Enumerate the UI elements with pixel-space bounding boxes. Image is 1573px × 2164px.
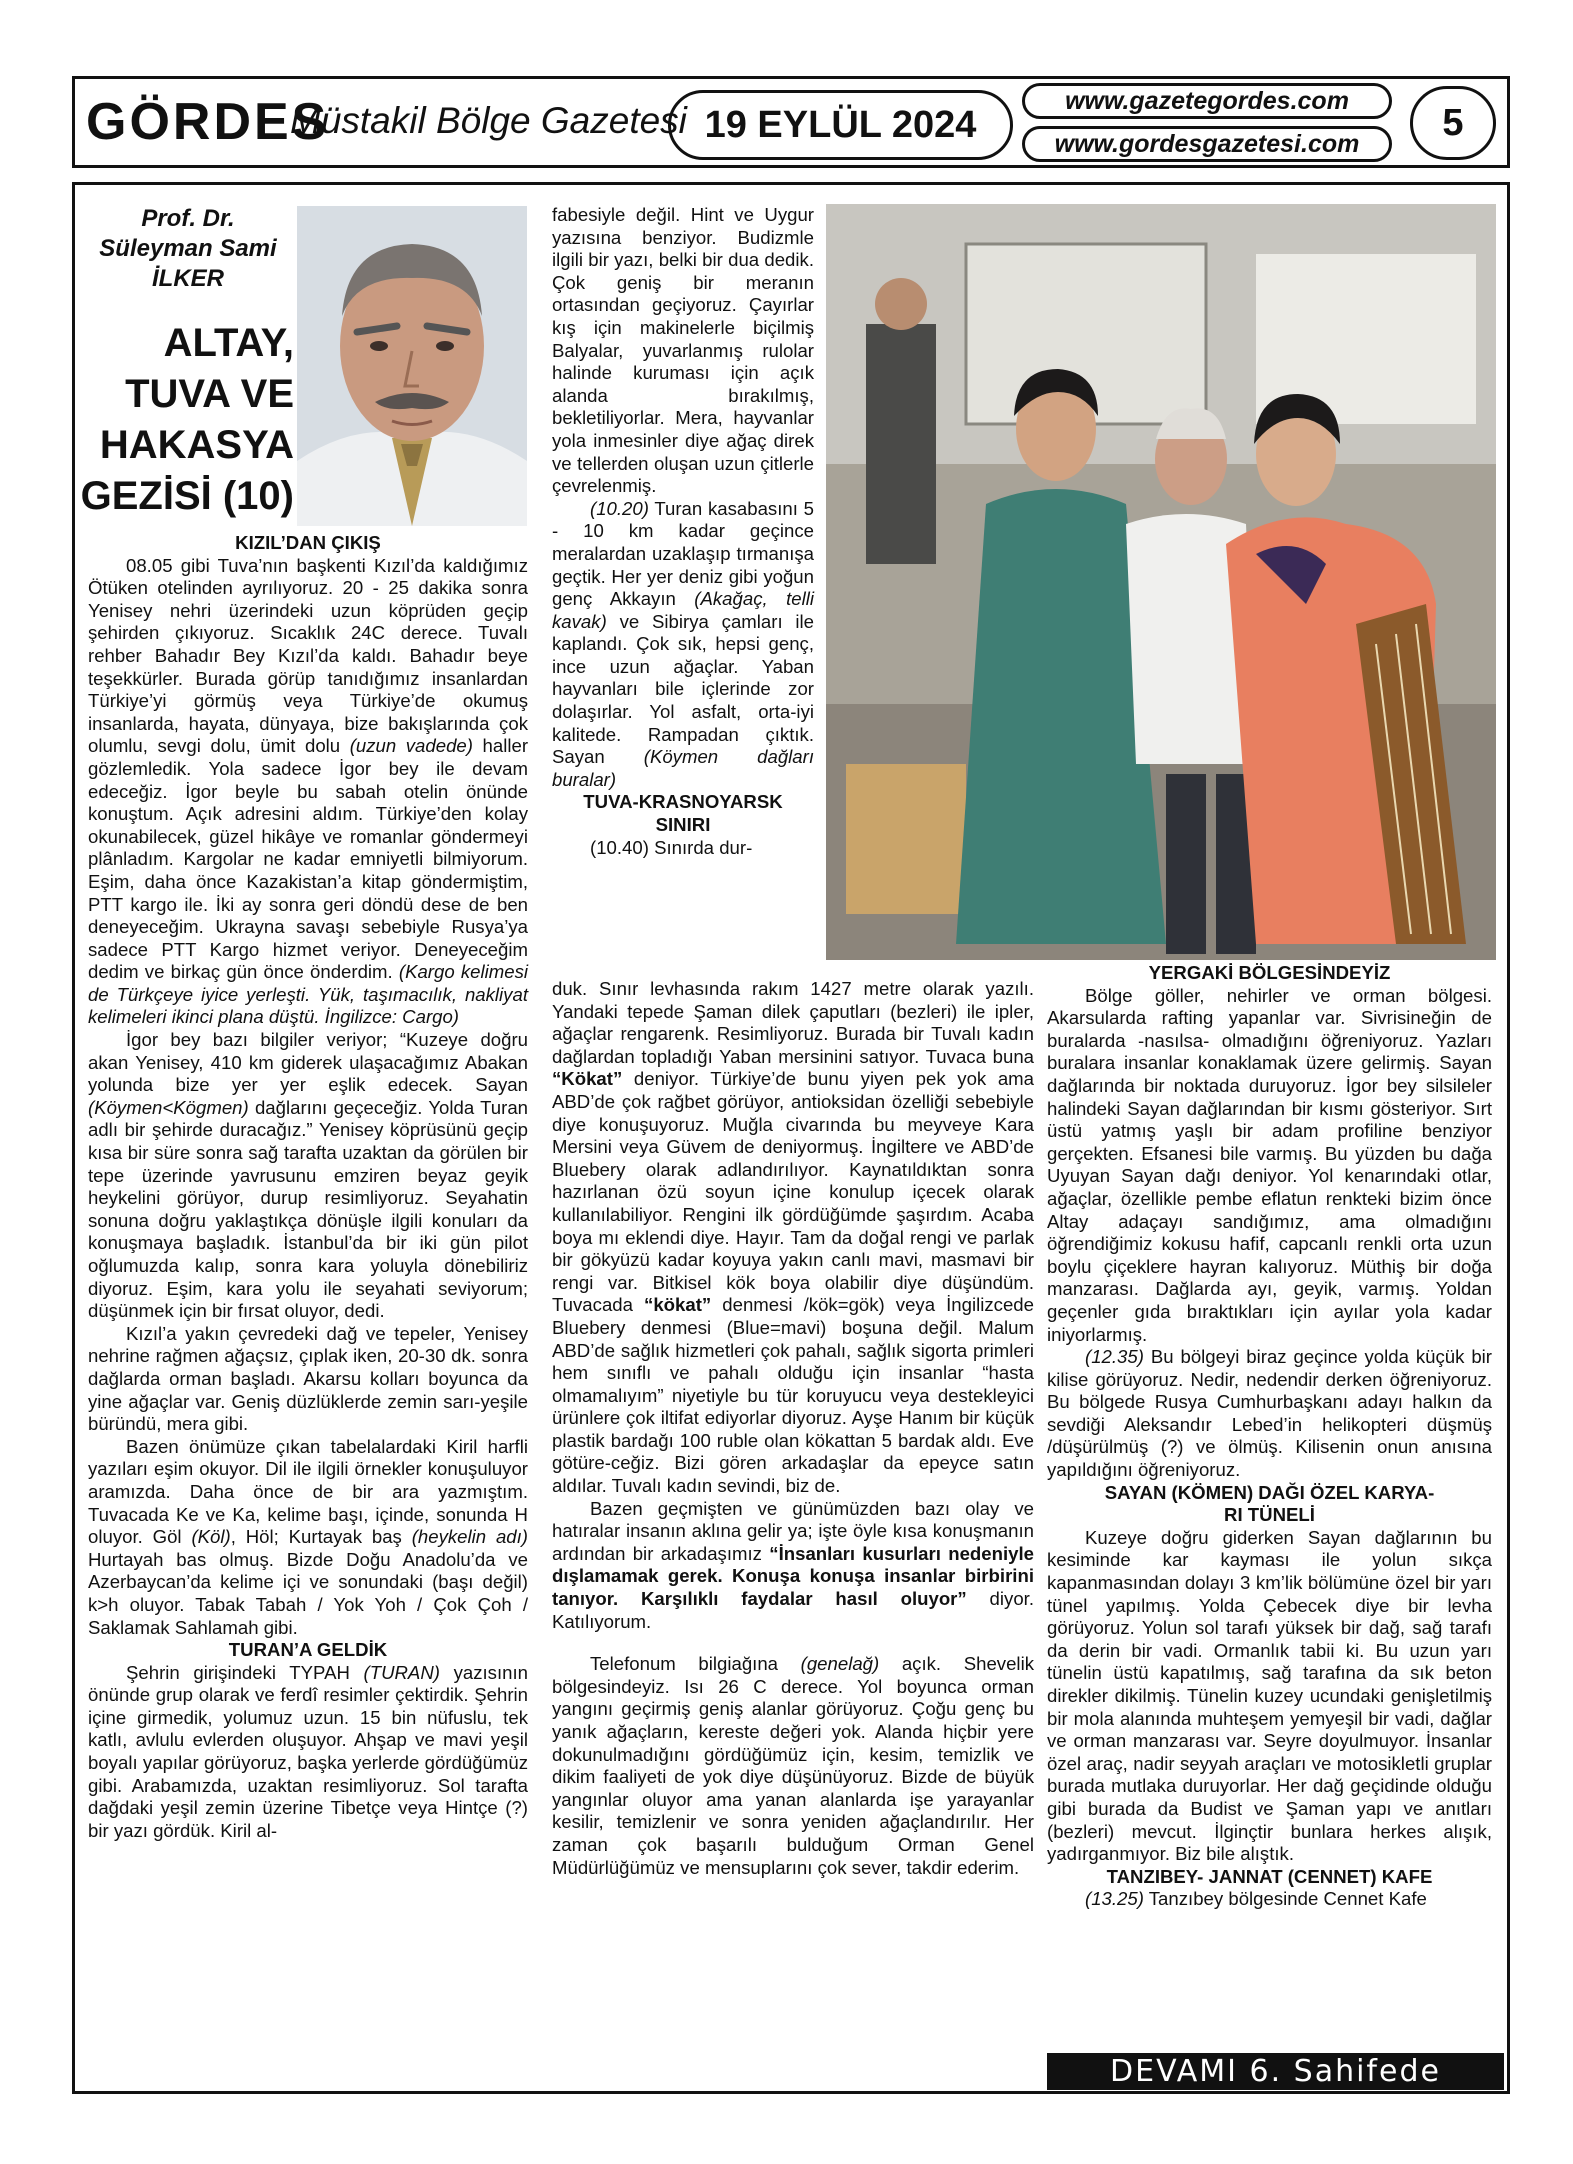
paragraph bbox=[552, 1498, 1034, 1634]
text: yazısının önünde grup olarak ve ferdî resimler çektirdik. Şehrin içine girmedik, yolumuz uzun. 15 bin nüfuslu, tek katlı, avlulu evlerden oluşuyor. Ahşap ve mavi yeşil boyalı yapılar görüyoruz, başka yerlerde gördüğümüz gibi. Arabamızda, uzaktan resimliyoruz. Sol tarafta dağdaki yeşil zemin üzerine Tibetçe veya Hintçe (?) bir yazı gördük. Kiril al- bbox=[88, 1661, 528, 1841]
text: Bazen önümüze çıkan tabelalardaki Kiril harfli yazıları eşim okuyor. Dil ile ilgili örnekler konuşuluyor aramızda. Daha önce de bir ara yazmıştım. Tuvacada Ke ve Ka, kelime başı, içinde, sonunda H oluyor. Göl bbox=[88, 1435, 528, 1548]
text-italic: (13.25) bbox=[1085, 1888, 1144, 1910]
column-1 bbox=[88, 532, 528, 1842]
author-name: Süleyman Sami bbox=[99, 235, 277, 262]
paragraph: Kuzeye doğru giderken Sayan dağlarının bu kesiminde kar kayması ile yolun sıkça kapanmasından dolayı 3 km’lik bölümüne özel bir yarı tünel yapılmış. Yolda Çebecek diye bir levha görüyoruz. Yolun sol tarafı yüksek bir dağ, sağ tarafı da derin bir vadi. Ormanlık tabii ki. Bu uzun yarı tünelin üstü kapatılmış, sağ tarafına da sık beton direkler dikilmiş. Tünelin kuzey ucundaki genişletilmiş bir mola alanında muhteşem yemyeşil bir vadi, dağlar ve orman manzarası var. Seyre doyulmuyor. İnsanlar özel araç, nadir seyyah araçları ve motosikletli gruplar burada mutlaka duruyorlar. Her dağ geçidinde olduğu gibi burada da Budist ve Şaman yapı ve anıtları (bezleri) mevcut. İlginçtir bunlara herkes alışık, yadırganmıyor. Biz bile alıştık. bbox=[1047, 1526, 1492, 1865]
website-link-1[interactable]: www.gazetegordes.com bbox=[1022, 83, 1392, 119]
text: 08.05 gibi Tuva’nın başkenti Kızıl’da kaldığımız Ötüken otelinden ayrılıyoruz. 20 - 25 dakika sonra Yenisey nehri üzerindeki uzun köprüden geçip şehirden çıkıyoruz. Sıcaklık 24C derece. Tuvalı rehber Bahadır Bey Kızıl’da kaldı. Bahadır beye teşekkürler. Burada görüp tanıdığımız insanlardan Türkiye’yi görmüş veya Türkiye’de okumuş insanlarda, hayata, dünyaya, bize bakışlarında çok olumlu, sevgi dolu, ümit dolu bbox=[88, 554, 528, 757]
author-byline bbox=[88, 204, 288, 294]
subheading-tuva bbox=[552, 791, 814, 836]
wide-column bbox=[552, 978, 1034, 1879]
continued-banner[interactable]: DEVAMI 6. Sahifede bbox=[1047, 2053, 1504, 2090]
paragraph: fabesiyle değil. Hint ve Uygur yazısına benziyor. Budizmle ilgili bir yazı, belki bir dua dedik. Çok geniş bir meranın ortasından geçiyoruz. Çayırlar kış için makinelerle biçilmiş Balyalar, yuvarlanmış rulolar halinde kuruması için açık alanda bırakılmış, bekletiliyorlar. Mera, hayvanlar yola inmesinler diye ağaç direk ve tellerden oluşan uzun çitlerle çevrelenmiş. bbox=[552, 204, 814, 497]
text-italic: (TURAN) bbox=[363, 1661, 440, 1683]
text: TUVA-KRASNOYARSK bbox=[583, 791, 783, 813]
author-portrait bbox=[297, 206, 527, 526]
text: RI TÜNELİ bbox=[1224, 1504, 1315, 1526]
paragraph: (10.40) Sınırda dur- bbox=[590, 836, 753, 858]
newspaper-logo: GÖRDES bbox=[86, 93, 330, 151]
text: İgor bey bazı bilgiler veriyor; “Kuzeye doğru akan Yenisey, 410 km giderek ulaşacağımız Abakan yolunda bize yer yer eşlik edecek. Sayan bbox=[88, 1029, 528, 1096]
text: SINIRI bbox=[655, 814, 711, 836]
headline-line: ALTAY, bbox=[163, 321, 294, 365]
text: Şehrin girişindeki TYPAH bbox=[126, 1661, 350, 1683]
text: SAYAN (KÖMEN) DAĞI ÖZEL KARYA- bbox=[1104, 1481, 1435, 1503]
column-2 bbox=[552, 204, 814, 859]
photo-illustration bbox=[826, 204, 1496, 960]
paragraph bbox=[88, 1029, 528, 1323]
text: haller gözlemledik. Yola sadece İgor bey ile devam edeceğiz. İgor beyle bu sabah otelin önünde konuştum. Açık adresini aldım. Türkiye’den kolay okunabilecek, güzel hikâye ve romanlar göndermeyi plânladım. Kargolar ne kadar emniyetli bilmiyorum. Eşim, daha önce Kazakistan’a kitap göndermiştim, PTT kargo ile. İki ay sonra geri döndü dese de ben deneyeceğim. Ukrayna savaşı sebebiyle Rusya’ya sadece PTT Kargo hizmet veriyor. Deneyeceğim dedim ve birkaç gün önce önderdim. bbox=[88, 735, 529, 983]
text-bold: “İnsanları kusurları nedeniyle dışlamamak gerek. Konuşa konuşa insanlar birbirini tanıyor. Karşılıklı faydalar hasıl oluyor” bbox=[552, 1542, 1035, 1610]
text-italic: (10.20) bbox=[590, 497, 649, 519]
text: Hurtayah bas olmuş. Bizde Doğu Anadolu’da ve Azerbaycan’da kelime içi ve sonundaki (başı değil) k>h oluyor. Tabak Tabah / Yok Yoh / Çok Çoh / Saklamak Sahlamah gibi. bbox=[88, 1548, 528, 1638]
paragraph bbox=[552, 498, 814, 792]
issue-date: 19 EYLÜL 2024 bbox=[668, 90, 1013, 160]
text-italic: (12.35) bbox=[1085, 1346, 1144, 1368]
text-italic: (genelağ) bbox=[800, 1653, 880, 1675]
text: deniyor. Türkiye’de bunu yiyen pek yok ama ABD’de çok rağbet görüyor, antioksidan özelliği sebebiyle diye konuşuyoruz. Muğla civarında bu meyveye Kara Mersini veya Güvem de deniyormuş. İngiltere ve ABD’de Bluebery olarak adlandırılıyor. Kaynatıldıktan sonra hazırlanan özü soyun içine konulup içecek olarak kullanılabiliyor. Rengini ilk gördüğümde şaşırdım. Acaba boya mı eklendi diye. Hayır. Tam da doğal rengi ve parlak bir gökyüzü kadar koyuya yakın canlı mavi, masmavi bir rengi var. Bitkisel kök boya olabilir diye düşündüm. Tuvacada bbox=[552, 1068, 1034, 1316]
subheading-sayan bbox=[1047, 1482, 1492, 1527]
subheading-kizil: KIZIL’DAN ÇIKIŞ bbox=[235, 532, 381, 553]
text-italic: (uzun vadede) bbox=[349, 735, 473, 757]
paragraph bbox=[88, 1436, 528, 1639]
paragraph: Kızıl’a yakın çevredeki dağ ve tepeler, Yenisey nehrine rağmen ağaçsız, çıplak iken, 20-30 dk. sonra dağlarda orman başladı. Akarsu kolları boyunca da yine ağaçlar var. Geniş düzlüklerde zemin sarı-yeşile büründü, mera gibi. bbox=[88, 1322, 528, 1435]
text: duk. Sınır levhasında rakım 1427 metre olarak yazılı. Yandaki tepede Şaman dilek çaputları (bezleri) ile ipler, ağaçlar rengarenk. Resimliyoruz. Burada bir Tuvalı kadın dağlardan topladığı Yaban mersinini satıyor. Tuvaca buna bbox=[552, 978, 1034, 1067]
subheading-turan: TURAN’A GELDİK bbox=[228, 1639, 388, 1661]
text-italic: (heykelin adı) bbox=[411, 1526, 529, 1548]
text: diyor. Katılıyorum. bbox=[552, 1588, 1034, 1632]
paragraph bbox=[1047, 1346, 1492, 1482]
subheading-tanzibey: TANZIBEY- JANNAT (CENNET) KAFE bbox=[1106, 1865, 1433, 1887]
text-italic: (Köymen<Kögmen) bbox=[88, 1096, 249, 1118]
text: Bu bölgeyi biraz geçince yolda küçük bir kilise görüyoruz. Nedir, nedendir derken öğreniyoruz. Bu bölgede Rusya Cumhurbaşkanı adayı halkın da sevdiği Aleksandır Lebed’in helikopteri düşmüş /düşürülmüş (?) ve ölmüş. Kilisenin onun anısına yapıldığını öğreniyoruz. bbox=[1047, 1346, 1492, 1481]
paragraph bbox=[552, 978, 1034, 1498]
text: dağlarını geçeceğiz. Yolda Turan adlı bir şehirde duracağız.” Yenisey köprüsünü geçip kısa bir süre sonra sağ tarafta uzaktan da görülen bir tepe üzerinde yavrusunu emziren beyaz geyik heykelini görüyor, durup resimliyoruz. Seyahatin sonuna doğru yaklaştıkça dönüşle ilgili konuları da konuşmaya başladık. İstanbul’da bir iki gün pilot oğlumuzda kalıp, sonra kara yoluyla dönebiliriz diyoruz. Eşim, kara yolu ile seyahati seviyorum; düşünmek için bir fırsat oluyor, dedi. bbox=[88, 1096, 528, 1322]
website-link-2[interactable]: www.gordesgazetesi.com bbox=[1022, 126, 1392, 162]
text-italic: (Akağaç, telli kavak) bbox=[552, 588, 814, 632]
text: açık. Shevelik bölgesindeyiz. Isı 26 C derece. Yol boyunca orman yangını geçirmiş geniş alanlar görüyoruz. Çoğu genç bu yanık ağaçların, kereste değeri yok. Alanda hiçbir yere dokunulmadığını gördüğümüz için, kesim, temizlik ve dikim faaliyeti de yok diye düşünüyoruz. Bizde de büyük yangınlar oluyor ama yanan alanlarda işe yarayanlar kesilir, temizlenir ve sonra yeniden ağaçlandırılır. Her zaman çok başarılı bulduğum Orman Genel Müdürlüğümüz ve mensuplarını çok sever, takdir ederim. bbox=[552, 1653, 1034, 1878]
paragraph bbox=[88, 1662, 528, 1843]
paragraph bbox=[88, 555, 528, 1029]
text: ve Sibirya çamları ile kaplandı. Çok sık, hepsi genç, ince uzun ağaçlar. Yaban hayvanları bile içlerinde zor dolaşırlar. Yol asfalt, orta-iyi kalitede. Rampadan çıktık. Sayan bbox=[552, 610, 815, 768]
text: Tanzıbey bölgesinde Cennet Kafe bbox=[1148, 1888, 1427, 1910]
headline-line: HAKASYA bbox=[99, 423, 294, 467]
text: denmesi /kök=gök) veya İngilizcede Bluebery denmesi (Blue=mavi) boşuna değil. Malum ABD’de sağlık hizmetleri çok pahalı, sağlık sigorta primleri hem sınıflı ve pahalı olduğu için insanlar “hasta olmamalıyım” niyetiyle bu tür koruyucu veya destekleyici ürünlere çok iltifat ediyorlar diyoruz. Ayşe Hanım bir küçük plastik bardağı 100 ruble olan kökattan 5 bardak aldı. Eve götüre-ceğiz. Bizi gören arkadaşlar da epeyce satın aldılar. Tuvalı kadın sevindi, biz de. bbox=[552, 1294, 1034, 1497]
portrait-illustration bbox=[297, 206, 527, 526]
text-italic: (Kargo kelimesi de Türkçeye iyice yerleşti. Yük, taşımacılık, nakliyat kelimeleri ikinci plana düştü. İngilizce: Cargo) bbox=[88, 961, 528, 1028]
column-3 bbox=[1047, 962, 1492, 1911]
subheading-yergaki: YERGAKİ BÖLGESİNDEYİZ bbox=[1148, 962, 1391, 983]
text-italic: (Köymen dağları buralar) bbox=[552, 746, 815, 790]
author-surname: İLKER bbox=[152, 265, 224, 292]
page-number: 5 bbox=[1410, 86, 1496, 160]
author-title: Prof. Dr. bbox=[141, 205, 235, 232]
text-italic: (Köl) bbox=[191, 1526, 231, 1548]
text: , Höl; Kurtayak baş bbox=[230, 1526, 402, 1548]
article-photo bbox=[826, 204, 1496, 960]
text-bold: “kökat” bbox=[644, 1294, 712, 1316]
text: Turan kasabasını 5 - 10 km kadar geçince meralardan uzaklaşıp tırmanışa geçtik. Her yer deniz gibi yoğun genç Akkayın bbox=[552, 497, 814, 610]
article-headline bbox=[80, 318, 294, 522]
headline-line: TUVA VE bbox=[125, 372, 294, 416]
text: Bazen geçmişten ve günümüzden bazı olay ve hatıralar insanın aklına gelir ya; işte öyle kısa konuşmanın ardından bir arkadaşımız bbox=[552, 1497, 1034, 1564]
text-bold: “Kökat” bbox=[552, 1068, 623, 1090]
text: Telefonum bilgiağına bbox=[590, 1653, 779, 1675]
newspaper-tagline: Müstakil Bölge Gazetesi bbox=[290, 100, 687, 141]
headline-line: GEZİSİ (10) bbox=[80, 474, 294, 518]
paragraph: Bölge göller, nehirler ve orman bölgesi. Akarsularda rafting yapanlar var. Sivrisineğin de buralarda -nasılsa- olmadığını öğreniyoruz. Yazları buralara insanlar konaklamak üzere gelirmiş. Sayan dağlarında bir noktada duruyoruz. İgor bey silsileler halindeki Sayan dağlarından bir kısmı gösteriyor. Sırt üstü yatmış yaşlı bir adam profiline benziyor gerçekten. Efsanesi bile varmış. Bu yüzden bu dağa Uyuyan Sayan dağı deniyor. Yol kenarındaki otlar, ağaçlar, özellikle pembe eflatun renkteki bizim önce Altay adaçayı sandığımız, ama olmadığını öğrendiğimiz kokusu hafif, capcanlı renkli orta uzun boylu çiçeklere hayran kalıyoruz. Müthiş bir doğa manzarası. Dağlarda ayı, geyik, varmış. Yoldan geçenler gıda bıraktıkları için ayılar yola kadar iniyorlarmış. bbox=[1047, 984, 1492, 1345]
paragraph bbox=[1047, 1888, 1492, 1911]
paragraph bbox=[552, 1653, 1034, 1879]
